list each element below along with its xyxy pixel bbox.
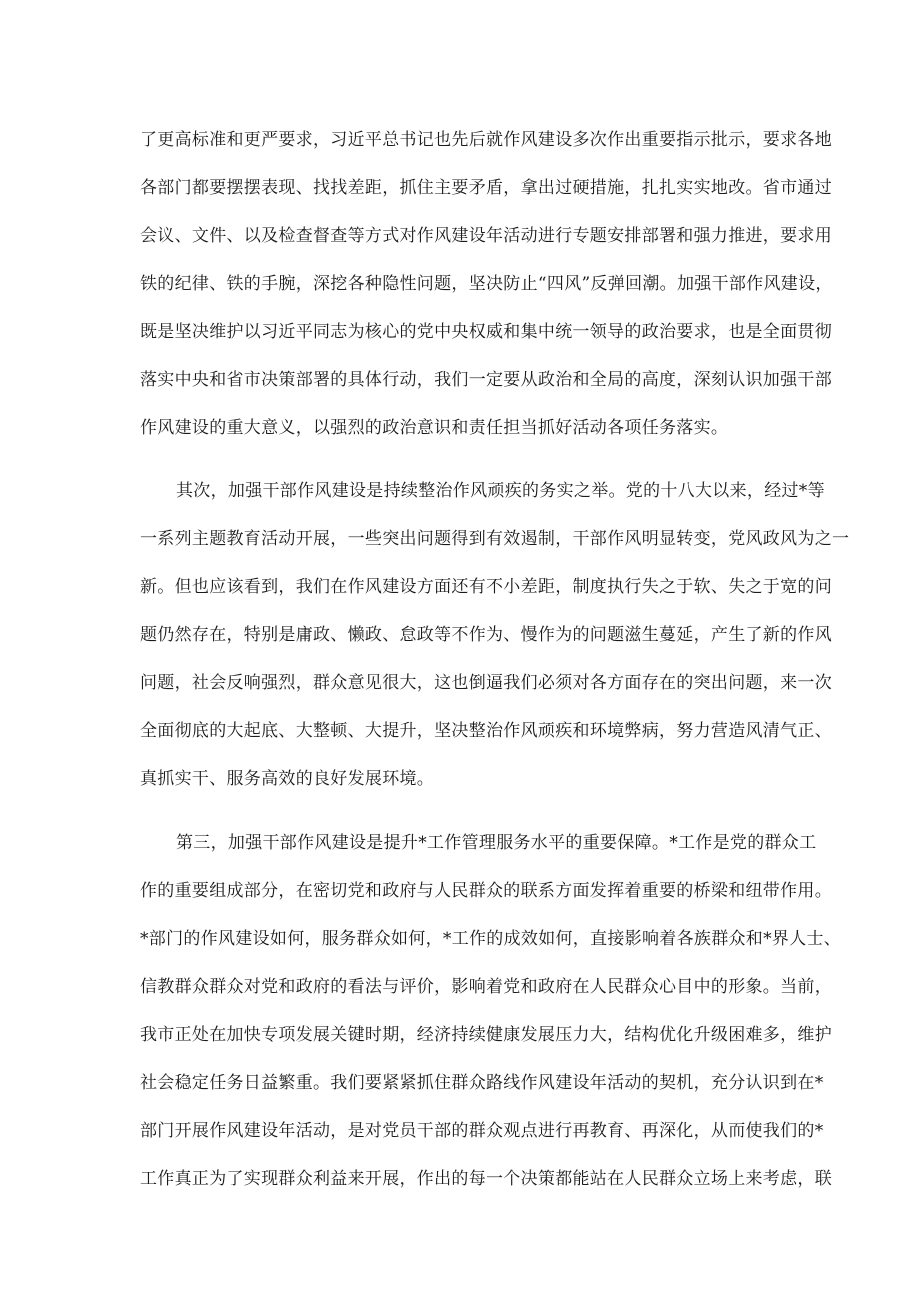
text-line: 社会稳定任务日益繁重。我们要紧紧抓住群众路线作风建设年活动的契机，充分认识到在* xyxy=(140,1073,824,1093)
text-line: 落实中央和省市决策部署的具体行动，我们一定要从政治和全局的高度，深刻认识加强干部 xyxy=(140,370,832,390)
text-line: 作的重要组成部分，在密切党和政府与人民群众的联系方面发挥着重要的桥梁和纽带作用。 xyxy=(140,881,832,901)
text-line: 问题，社会反响强烈，群众意见很大，这也倒逼我们必须对各方面存在的突出问题，来一次 xyxy=(140,673,832,693)
text-line: 各部门都要摆摆表现、找找差距，抓住主要矛盾，拿出过硬措施，扎扎实实地改。省市通过 xyxy=(140,178,832,198)
paragraph-3 xyxy=(140,819,842,1203)
text-line: 全面彻底的大起底、大整顿、大提升，坚决整治作风顽疾和环境弊病，努力营造风清气正、 xyxy=(140,721,832,741)
text-line: 一系列主题教育活动开展，一些突出问题得到有效遏制，干部作风明显转变，党风政风为之一 xyxy=(140,529,850,549)
paragraph-2 xyxy=(140,467,850,803)
text-line: 铁的纪律、铁的手腕，深挖各种隐性问题，坚决防止“四风”反弹回潮。加强干部作风建设， xyxy=(140,274,833,294)
text-line: 了更高标准和更严要求，习近平总书记也先后就作风建设多次作出重要指示批示，要求各地 xyxy=(140,130,832,150)
text-line: 新。但也应该看到，我们在作风建设方面还有不小差距，制度执行失之于软、失之于宽的问 xyxy=(140,577,832,597)
text-line: 题仍然存在，特别是庸政、懒政、怠政等不作为、慢作为的问题滋生蔓延，产生了新的作风 xyxy=(140,625,832,645)
text-line: 其次，加强干部作风建设是持续整治作风顽疾的务实之举。党的十八大以来，经过*等 xyxy=(176,481,825,501)
paragraph-1 xyxy=(140,116,833,452)
text-line: *部门的作风建设如何，服务群众如何，*工作的成效如何，直接影响着各族群众和*界人士、 xyxy=(140,929,842,949)
text-line: 部门开展作风建设年活动，是对党员干部的群众观点进行再教育、再深化，从而使我们的* xyxy=(140,1121,824,1141)
text-line: 会议、文件、以及检查督查等方式对作风建设年活动进行专题安排部署和强力推进，要求用 xyxy=(140,226,832,246)
text-line: 信教群众群众对党和政府的看法与评价，影响着党和政府在人民群众心目中的形象。当前， xyxy=(140,977,832,997)
text-line: 真抓实干、服务高效的良好发展环境。 xyxy=(140,769,435,789)
text-line: 工作真正为了实现群众利益来开展，作出的每一个决策都能站在人民群众立场上来考虑，联 xyxy=(140,1169,832,1189)
text-line: 第三，加强干部作风建设是提升*工作管理服务水平的重要保障。*工作是党的群众工 xyxy=(176,833,817,853)
text-line: 既是坚决维护以习近平同志为核心的党中央权威和集中统一领导的政治要求，也是全面贯彻 xyxy=(140,322,832,342)
text-line: 作风建设的重大意义，以强烈的政治意识和责任担当抓好活动各项任务落实。 xyxy=(140,418,729,438)
text-line: 我市正处在加快专项发展关键时期，经济持续健康发展压力大，结构优化升级困难多，维护 xyxy=(140,1025,832,1045)
